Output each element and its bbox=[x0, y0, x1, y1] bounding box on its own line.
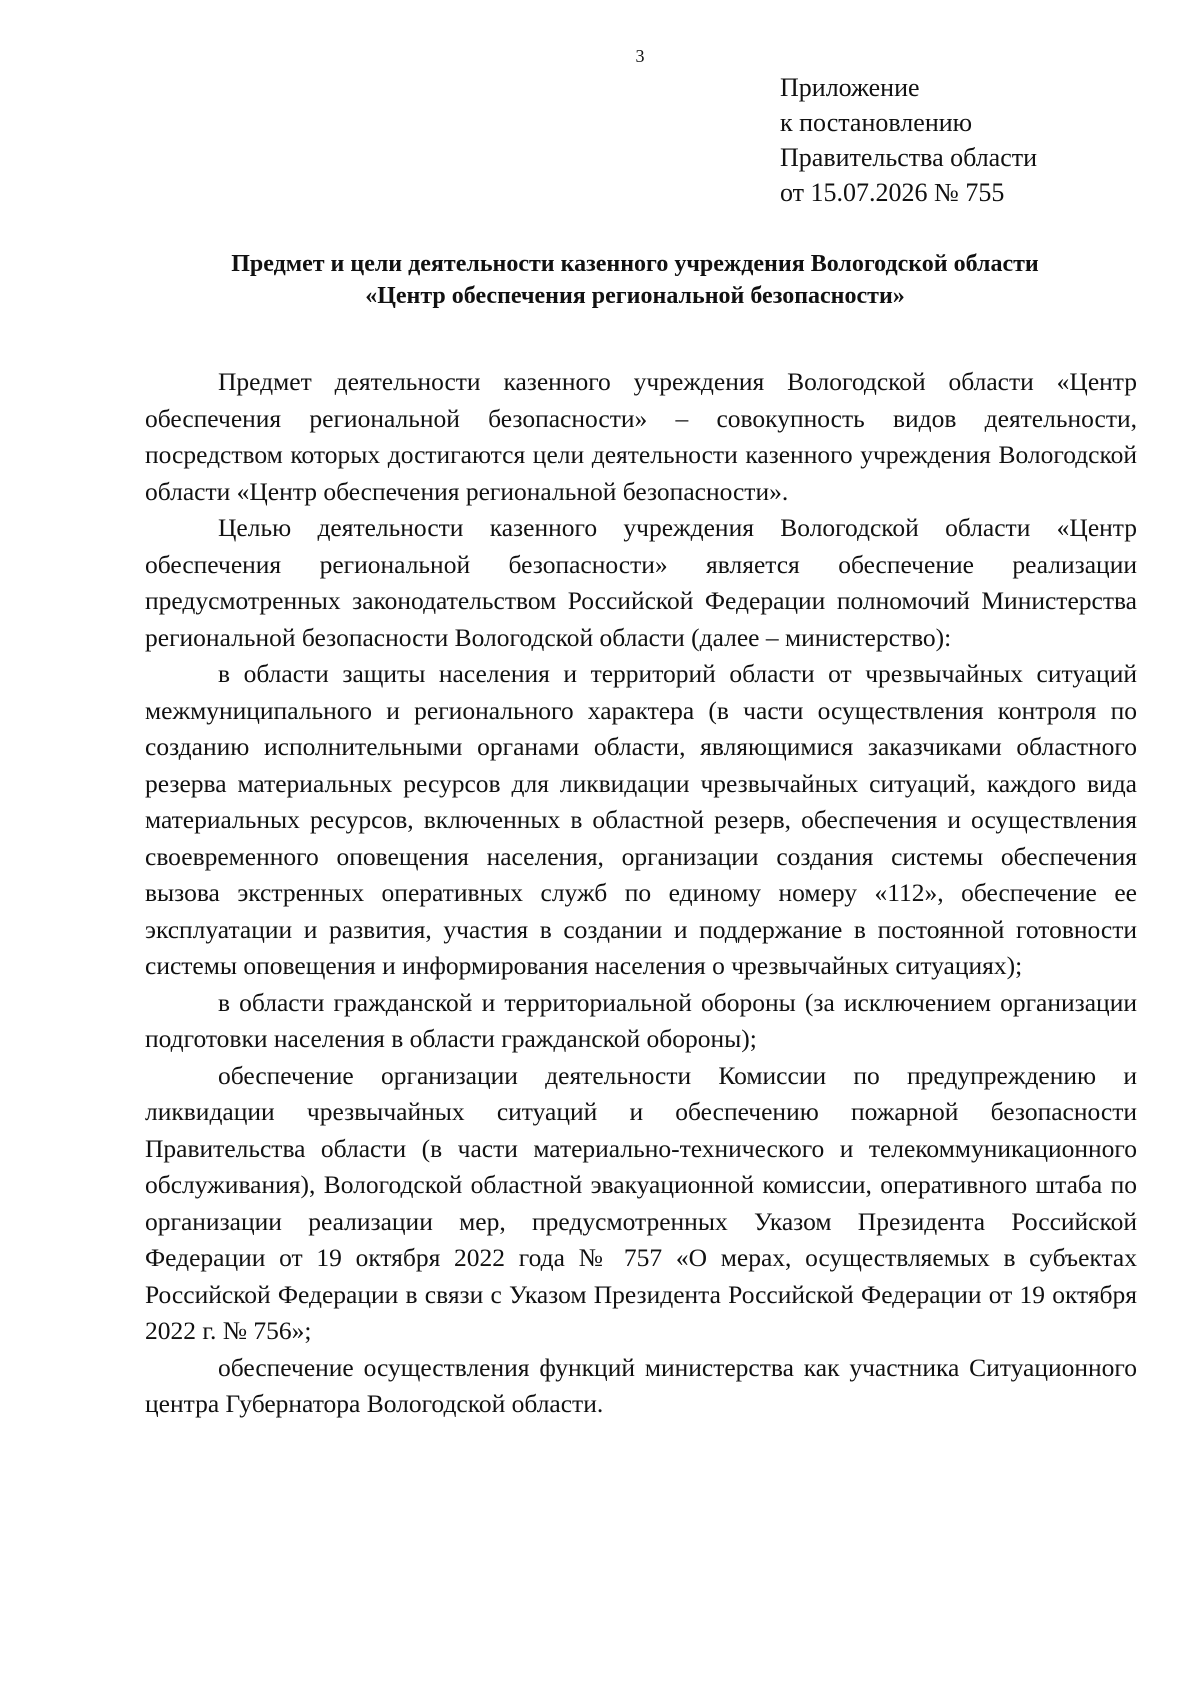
paragraph: обеспечение организации деятельности Комиссии по предупреждению и ликвидации чрезвычайных ситуаций и обеспечению пожарной безопасности Правительства области (в части материально-технического и телекоммуникационного обслуживания), Вологодской областной эвакуационной комиссии, оперативного штаба по организации реализации мер, предусмотренных Указом Президента Российской Федерации от 19 октября 2022 года № 757 «О мерах, осуществляемых в субъектах Российской Федерации в связи с Указом Президента Российской Федерации от 19 октября 2022 г. № 756»; bbox=[145, 1060, 1137, 1345]
paragraph: в области гражданской и территориальной обороны (за исключением организации подготовки населения в области гражданской обороны); bbox=[145, 987, 1137, 1053]
title-line: Предмет и цели деятельности казенного учреждения Вологодской области bbox=[231, 251, 1039, 277]
paragraph: в области защиты населения и территорий области от чрезвычайных ситуаций межмуниципального и регионального характера (в части осуществления контроля по созданию исполнительными органами области, являющимися заказчиками областного резерва материальных ресурсов для ликвидации чрезвычайных ситуаций, каждого вида материальных ресурсов, включенных в областной резерв, обеспечения и осуществления своевременного оповещения населения, организации создания системы обеспечения вызова экстренных оперативных служб по единому номеру «112», обеспечение ее эксплуатации и развития, участия в создании и поддержание в постоянной готовности системы оповещения и информирования населения о чрезвычайных ситуациях); bbox=[145, 659, 1137, 980]
document-title bbox=[140, 248, 1130, 312]
paragraph: Предмет деятельности казенного учреждения Вологодской области «Центр обеспечения региональной безопасности» – совокупность видов деятельности, посредством которых достигаются цели деятельности казенного учреждения Вологодской области «Центр обеспечения региональной безопасности». bbox=[145, 367, 1137, 506]
title-line: «Центр обеспечения региональной безопасности» bbox=[365, 283, 905, 309]
paragraph: обеспечение осуществления функций министерства как участника Ситуационного центра Губернатора Вологодской области. bbox=[145, 1352, 1137, 1418]
annex-line: Приложение bbox=[780, 73, 920, 102]
page-number: 3 bbox=[635, 46, 645, 66]
annex-date-number: от 15.07.2026 № 755 bbox=[780, 178, 1005, 207]
annex-line: к постановлению bbox=[780, 108, 973, 137]
annex-line: Правительства области bbox=[780, 143, 1038, 172]
document-body bbox=[145, 364, 1137, 1423]
annex-header bbox=[780, 70, 1170, 210]
paragraph: Целью деятельности казенного учреждения Вологодской области «Центр обеспечения региональной безопасности» является обеспечение реализации предусмотренных законодательством Российской Федерации полномочий Министерства региональной безопасности Вологодской области (далее – министерство): bbox=[145, 513, 1137, 652]
